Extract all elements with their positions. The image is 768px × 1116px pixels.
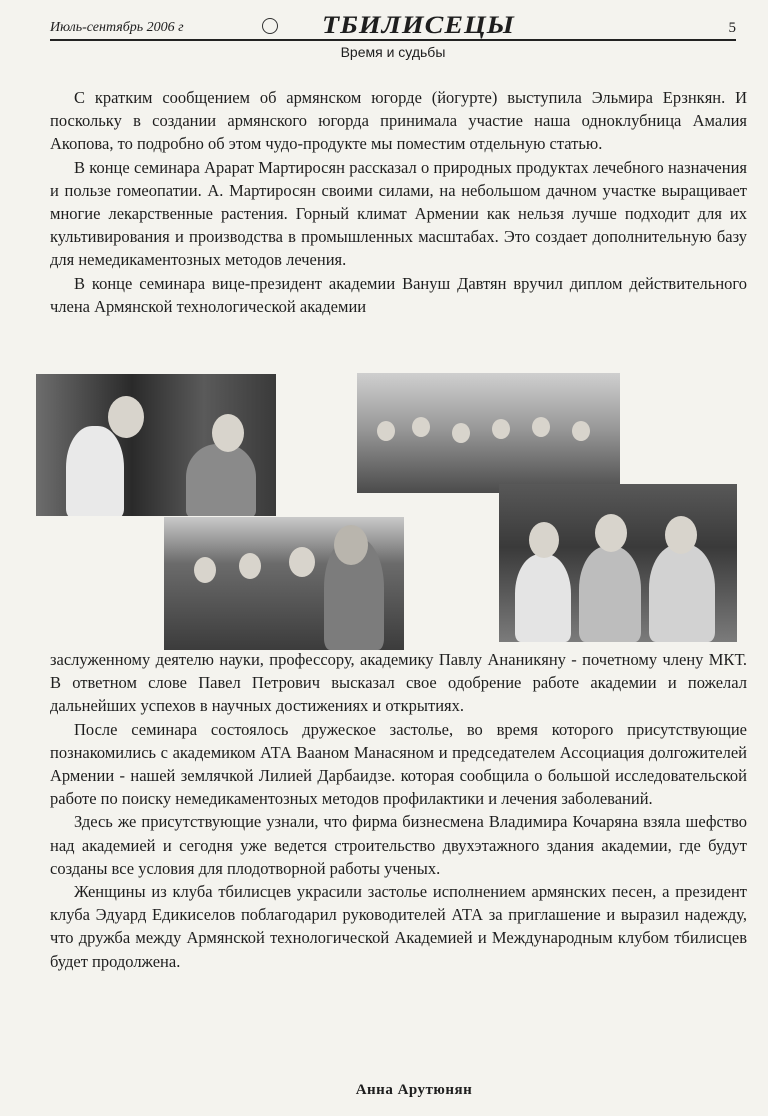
photo-three-men-standing [499, 484, 737, 642]
paragraph: После семинара состоялось дружеское застолье, во время которого присутствующие познакомились с академиком АТА Вааном Манасяном и председателем Ассоциация долгожителей Армении - нашей землячкой Лилией Дарбаидзе. которая сообщила о большой исследовательской работе по поиску немедикаментозных методов профилактики и лечения заболеваний. [50, 719, 747, 809]
photo-two-men-talking [36, 374, 276, 516]
paragraph: В конце семинара Арарат Мартиросян рассказал о природных продуктах лечебного назначения и пользе гомеопатии. А. Мартиросян своими силами, на небольшом дачном участке выращивает многие лекарственные растения. Горный климат Армении как нельзя лучше подходит для их культивирования и производства в промышленных масштабах. Это создает дополнительную базу для немедикаментозных методов лечения. [50, 157, 747, 270]
photo-seminar-audience [357, 373, 620, 493]
masthead-logo: ТБИЛИСЕЦЫ [322, 11, 515, 40]
section-title: Время и судьбы [340, 44, 446, 60]
article-body-bottom [50, 648, 747, 973]
issue-date: Июль-сентябрь 2006 г [50, 20, 184, 35]
article-body-top [50, 86, 747, 318]
paragraph: Здесь же присутствующие узнали, что фирма бизнесмена Владимира Кочаряна взяла шефство над академией и сегодня уже ведется строительство двухэтажного здания академии, где будут созданы все условия для плодотворной работы ученых. [50, 812, 747, 878]
paragraph: В конце семинара вице-президент академии Вануш Давтян вручил диплом действительного члена Армянской технологической академии [50, 273, 747, 316]
header-rule [50, 39, 736, 41]
page-number: 5 [728, 20, 736, 36]
paragraph: заслуженному деятелю науки, профессору, академику Павлу Ананикяну - почетному члену МКТ. В ответном слове Павел Петрович высказал свое одобрение работе академии и пожелал дальнейших успехов в научных достижениях и открытиях. [50, 650, 747, 716]
paragraph: С кратким сообщением об армянском югорде (йогурте) выступила Эльмира Ерзнкян. И поскольку в создании армянского югорда принимала участие наша одноклубница Амалия Акопова, то подробно об этом чудо-продукте мы поместим отдельную статью. [50, 88, 747, 154]
emblem-icon [262, 18, 278, 34]
author-signature: Анна Арутюнян [355, 1082, 473, 1098]
paragraph: Женщины из клуба тбилисцев украсили застолье исполнением армянских песен, а президент клуба Эдуард Едикиселов поблагодарил руководителей АТА за приглашение и выразил надежду, что дружба между Армянской технологической Академией и Международным клубом тбилисцев будет продолжена. [50, 882, 747, 971]
photo-seated-women [164, 517, 404, 650]
page-header [50, 11, 736, 64]
